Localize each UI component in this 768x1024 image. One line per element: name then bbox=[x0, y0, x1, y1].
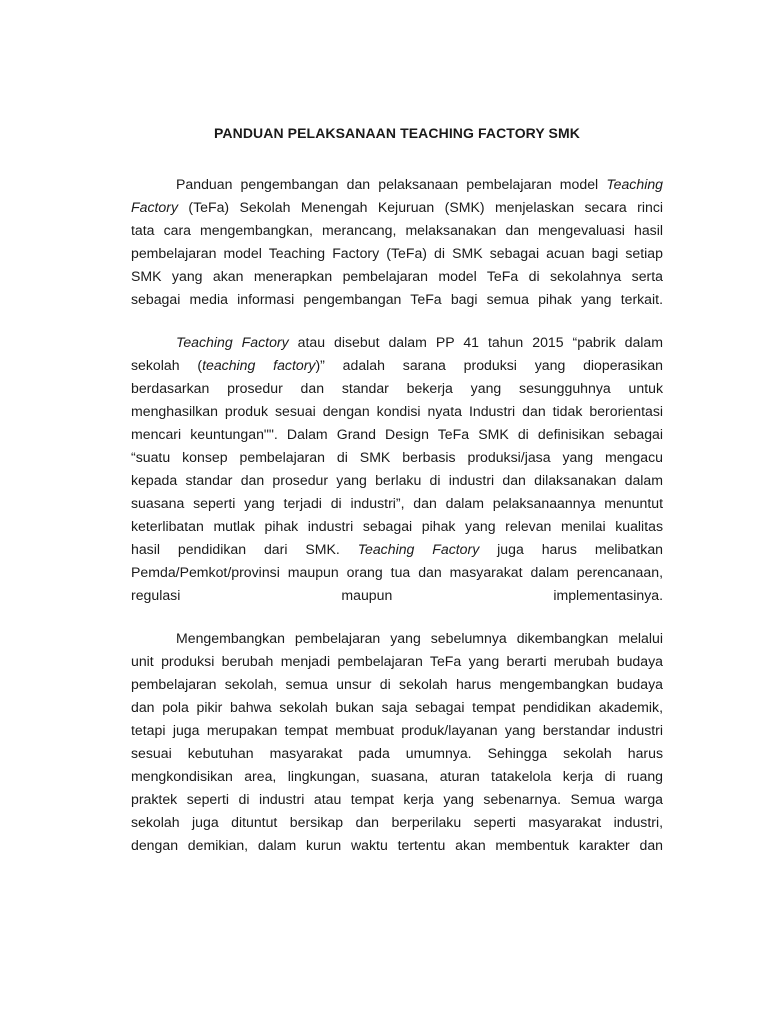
paragraph-line: unit produksi berubah menjadi pembelajaran TeFa yang berarti merubah budaya bbox=[131, 653, 663, 669]
paragraph-line: mengkondisikan area, lingkungan, suasana, aturan tatakelola kerja di ruang bbox=[131, 768, 663, 784]
paragraph-line: regulasi maupun implementasinya. bbox=[131, 587, 663, 603]
paragraph-line: praktek seperti di industri atau tempat kerja yang sebenarnya. Semua warga bbox=[131, 791, 663, 807]
paragraph-line: Factory (TeFa) Sekolah Menengah Kejuruan (SMK) menjelaskan secara rinci bbox=[131, 199, 663, 215]
paragraph-line: Pemda/Pemkot/provinsi maupun orang tua dan masyarakat dalam perencanaan, bbox=[131, 564, 663, 580]
paragraph-line: dan pola pikir bahwa sekolah bukan saja sebagai tempat pendidikan akademik, bbox=[131, 699, 663, 715]
paragraph-line: tata cara mengembangkan, merancang, melaksanakan dan mengevaluasi hasil bbox=[131, 222, 663, 238]
paragraph-3 bbox=[131, 627, 663, 857]
paragraph-line: SMK yang akan menerapkan pembelajaran model TeFa di sekolahnya serta bbox=[131, 268, 663, 284]
paragraph-line: suasana seperti yang terjadi di industri”, dan dalam pelaksanaannya menuntut bbox=[131, 495, 663, 511]
paragraph-line: pembelajaran sekolah, semua unsur di sekolah harus mengembangkan budaya bbox=[131, 676, 663, 692]
paragraph-line: keterlibatan mutlak pihak industri sebagai pihak yang relevan menilai kualitas bbox=[131, 518, 663, 534]
paragraph-2 bbox=[131, 331, 663, 607]
paragraph-line: kepada standar dan prosedur yang berlaku di industri dan dilaksanakan dalam bbox=[131, 472, 663, 488]
paragraph-line: tetapi juga merupakan tempat membuat produk/layanan yang berstandar industri bbox=[131, 722, 663, 738]
paragraph-line: pembelajaran model Teaching Factory (TeFa) di SMK sebagai acuan bagi setiap bbox=[131, 245, 663, 261]
paragraph-line: Mengembangkan pembelajaran yang sebelumnya dikembangkan melalui bbox=[176, 630, 663, 646]
paragraph-line: Teaching Factory atau disebut dalam PP 41 tahun 2015 “pabrik dalam bbox=[176, 334, 663, 350]
paragraph-line: berdasarkan prosedur dan standar bekerja yang sesungguhnya untuk bbox=[131, 380, 663, 396]
paragraph-line: sekolah juga dituntut bersikap dan berperilaku seperti masyarakat industri, bbox=[131, 814, 663, 830]
paragraph-line: sebagai media informasi pengembangan TeFa bagi semua pihak yang terkait. bbox=[131, 291, 663, 307]
paragraph-line: “suatu konsep pembelajaran di SMK berbasis produksi/jasa yang mengacu bbox=[131, 449, 663, 465]
paragraph-line: dengan demikian, dalam kurun waktu tertentu akan membentuk karakter dan bbox=[131, 837, 663, 853]
paragraph-line: Panduan pengembangan dan pelaksanaan pembelajaran model Teaching bbox=[176, 176, 663, 192]
paragraph-line: sesuai kebutuhan masyarakat pada umumnya. Sehingga sekolah harus bbox=[131, 745, 663, 761]
paragraph-line: mencari keuntungan"". Dalam Grand Design TeFa SMK di definisikan sebagai bbox=[131, 426, 663, 442]
paragraph-1 bbox=[131, 173, 663, 311]
paragraph-line: sekolah (teaching factory)” adalah sarana produksi yang dioperasikan bbox=[131, 357, 664, 373]
paragraph-line: menghasilkan produk sesuai dengan kondisi nyata Industri dan tidak berorientasi bbox=[131, 403, 663, 419]
document-title: PANDUAN PELAKSANAAN TEACHING FACTORY SMK bbox=[214, 125, 580, 141]
paragraph-line: hasil pendidikan dari SMK. Teaching Factory juga harus melibatkan bbox=[131, 541, 663, 557]
